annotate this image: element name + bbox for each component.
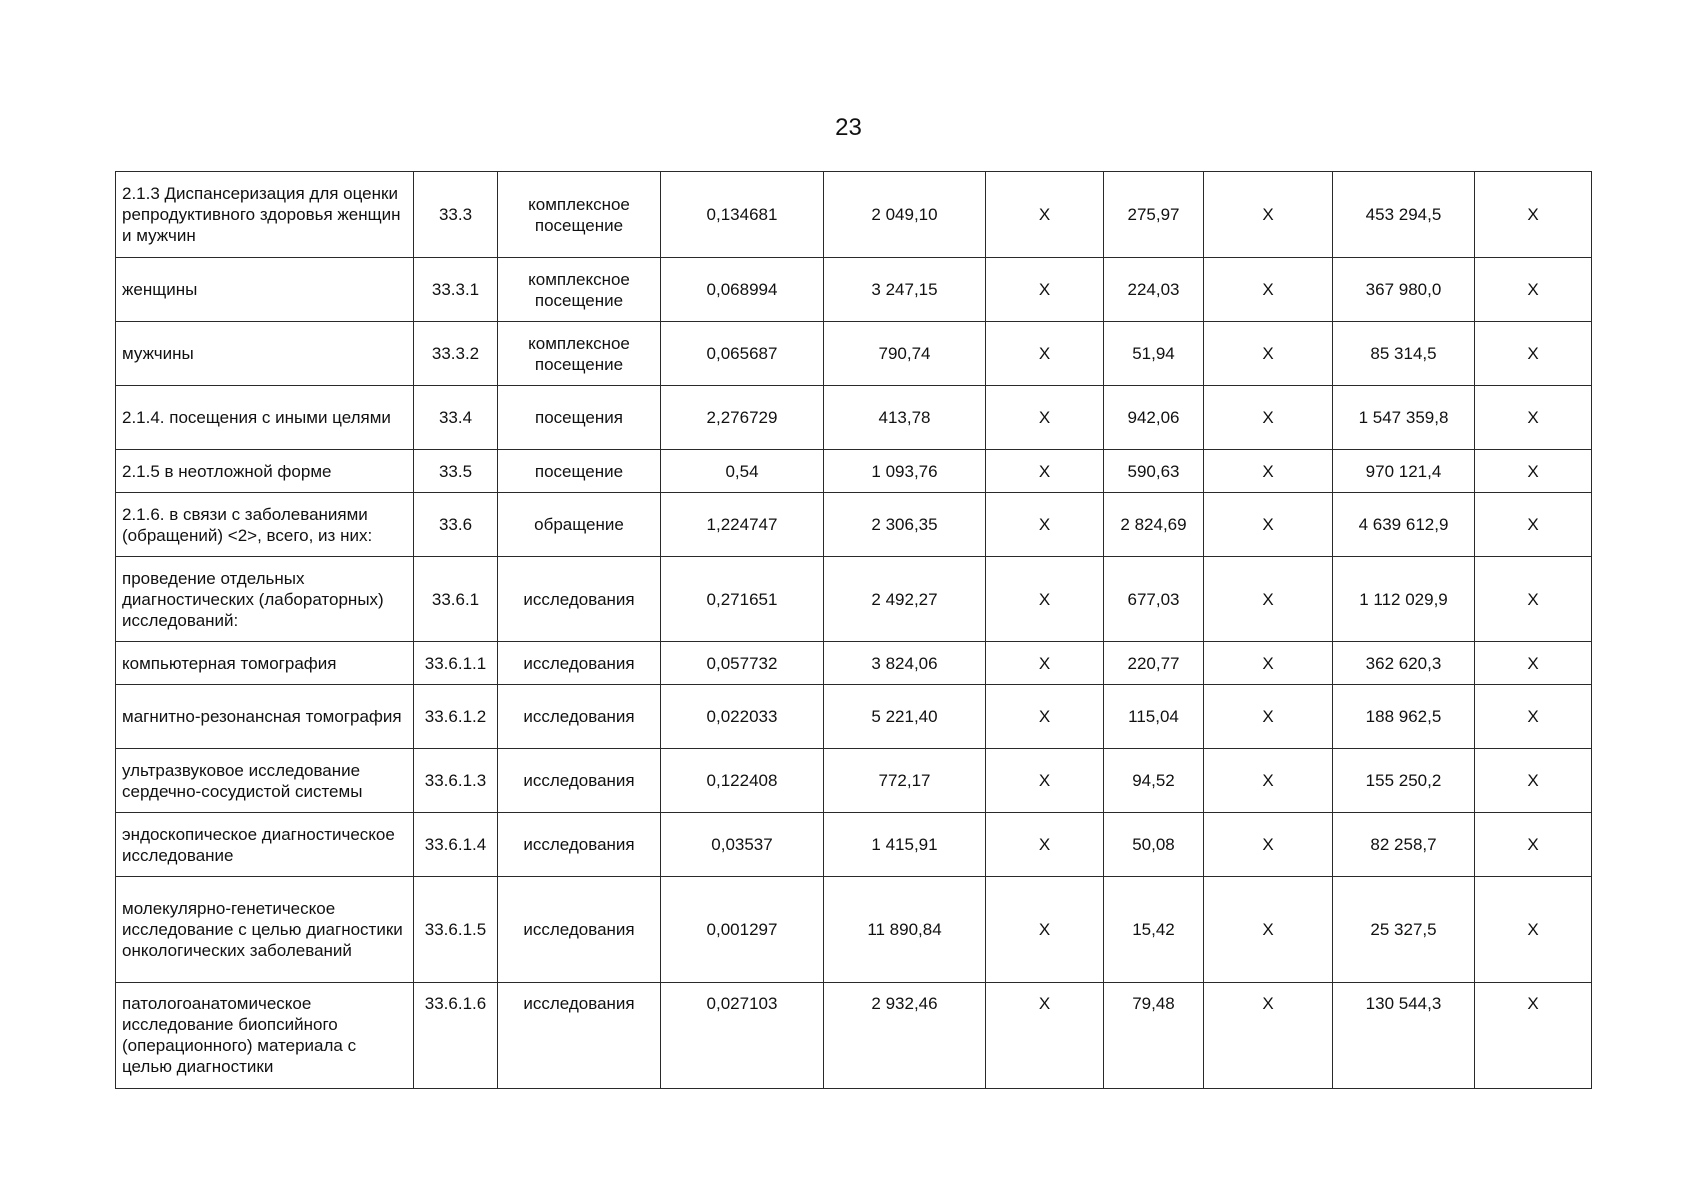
row-name: компьютерная томография bbox=[116, 642, 414, 685]
row-unit: комплексное посещение bbox=[498, 172, 661, 258]
row-value-col10: X bbox=[1475, 493, 1592, 557]
row-value-col10: X bbox=[1475, 258, 1592, 322]
row-value-col4: 0,54 bbox=[661, 450, 824, 493]
row-code: 33.3 bbox=[414, 172, 498, 258]
row-value-col5: 2 932,46 bbox=[824, 983, 986, 1089]
row-value-col5: 772,17 bbox=[824, 749, 986, 813]
row-value-col8: X bbox=[1204, 557, 1333, 642]
row-value-col7: 275,97 bbox=[1104, 172, 1204, 258]
row-value-col8: X bbox=[1204, 749, 1333, 813]
row-value-col5: 2 492,27 bbox=[824, 557, 986, 642]
row-code: 33.6.1.2 bbox=[414, 685, 498, 749]
row-code: 33.6.1.5 bbox=[414, 877, 498, 983]
row-value-col4: 0,065687 bbox=[661, 322, 824, 386]
row-value-col10: X bbox=[1475, 172, 1592, 258]
row-name: магнитно-резонансная томография bbox=[116, 685, 414, 749]
row-value-col7: 79,48 bbox=[1104, 983, 1204, 1089]
row-value-col8: X bbox=[1204, 642, 1333, 685]
row-unit: исследования bbox=[498, 877, 661, 983]
row-value-col5: 1 093,76 bbox=[824, 450, 986, 493]
row-value-col8: X bbox=[1204, 983, 1333, 1089]
row-value-col8: X bbox=[1204, 172, 1333, 258]
row-code: 33.6.1.1 bbox=[414, 642, 498, 685]
row-value-col9: 970 121,4 bbox=[1333, 450, 1475, 493]
row-unit: исследования bbox=[498, 642, 661, 685]
row-code: 33.6 bbox=[414, 493, 498, 557]
row-value-col6: X bbox=[986, 813, 1104, 877]
row-value-col4: 0,022033 bbox=[661, 685, 824, 749]
data-table bbox=[115, 171, 1592, 1089]
row-value-col10: X bbox=[1475, 749, 1592, 813]
table-row bbox=[116, 450, 1592, 493]
row-value-col9: 4 639 612,9 bbox=[1333, 493, 1475, 557]
row-value-col5: 1 415,91 bbox=[824, 813, 986, 877]
row-value-col9: 155 250,2 bbox=[1333, 749, 1475, 813]
row-value-col6: X bbox=[986, 450, 1104, 493]
row-value-col4: 0,271651 bbox=[661, 557, 824, 642]
row-name: молекулярно-генетическое исследование с целью диагностики онкологических заболеваний bbox=[116, 877, 414, 983]
row-value-col7: 2 824,69 bbox=[1104, 493, 1204, 557]
row-value-col4: 0,068994 bbox=[661, 258, 824, 322]
row-value-col5: 5 221,40 bbox=[824, 685, 986, 749]
row-value-col7: 590,63 bbox=[1104, 450, 1204, 493]
row-value-col5: 2 049,10 bbox=[824, 172, 986, 258]
row-code: 33.6.1.4 bbox=[414, 813, 498, 877]
row-unit: посещения bbox=[498, 386, 661, 450]
row-code: 33.5 bbox=[414, 450, 498, 493]
row-value-col6: X bbox=[986, 386, 1104, 450]
row-value-col9: 1 547 359,8 bbox=[1333, 386, 1475, 450]
row-code: 33.6.1.3 bbox=[414, 749, 498, 813]
row-value-col5: 3 824,06 bbox=[824, 642, 986, 685]
row-unit: посещение bbox=[498, 450, 661, 493]
row-value-col6: X bbox=[986, 983, 1104, 1089]
row-value-col10: X bbox=[1475, 322, 1592, 386]
row-value-col4: 0,057732 bbox=[661, 642, 824, 685]
row-value-col8: X bbox=[1204, 813, 1333, 877]
row-unit: исследования bbox=[498, 813, 661, 877]
row-value-col4: 0,134681 bbox=[661, 172, 824, 258]
row-value-col10: X bbox=[1475, 983, 1592, 1089]
row-value-col6: X bbox=[986, 172, 1104, 258]
page-number: 23 bbox=[835, 114, 862, 141]
row-value-col4: 0,027103 bbox=[661, 983, 824, 1089]
table-row bbox=[116, 813, 1592, 877]
row-value-col10: X bbox=[1475, 557, 1592, 642]
row-value-col6: X bbox=[986, 877, 1104, 983]
row-value-col6: X bbox=[986, 642, 1104, 685]
row-value-col10: X bbox=[1475, 450, 1592, 493]
row-value-col4: 1,224747 bbox=[661, 493, 824, 557]
row-value-col7: 115,04 bbox=[1104, 685, 1204, 749]
table-row bbox=[116, 642, 1592, 685]
row-value-col8: X bbox=[1204, 685, 1333, 749]
row-value-col7: 15,42 bbox=[1104, 877, 1204, 983]
row-unit: исследования bbox=[498, 983, 661, 1089]
row-value-col5: 3 247,15 bbox=[824, 258, 986, 322]
row-value-col7: 942,06 bbox=[1104, 386, 1204, 450]
row-code: 33.3.1 bbox=[414, 258, 498, 322]
row-value-col10: X bbox=[1475, 685, 1592, 749]
row-name: 2.1.4. посещения с иными целями bbox=[116, 386, 414, 450]
row-value-col5: 11 890,84 bbox=[824, 877, 986, 983]
row-unit: исследования bbox=[498, 685, 661, 749]
table-row bbox=[116, 172, 1592, 258]
table-row bbox=[116, 557, 1592, 642]
row-unit: обращение bbox=[498, 493, 661, 557]
row-name: 2.1.6. в связи с заболеваниями (обращений) <2>, всего, из них: bbox=[116, 493, 414, 557]
table-row bbox=[116, 386, 1592, 450]
row-code: 33.6.1.6 bbox=[414, 983, 498, 1089]
table-row bbox=[116, 258, 1592, 322]
row-name: патологоанатомическое исследование биопсийного (операционного) материала с целью диагностики bbox=[116, 983, 414, 1089]
row-value-col8: X bbox=[1204, 493, 1333, 557]
row-value-col10: X bbox=[1475, 642, 1592, 685]
row-name: 2.1.5 в неотложной форме bbox=[116, 450, 414, 493]
row-value-col6: X bbox=[986, 557, 1104, 642]
table-row bbox=[116, 685, 1592, 749]
row-value-col4: 0,122408 bbox=[661, 749, 824, 813]
row-value-col9: 130 544,3 bbox=[1333, 983, 1475, 1089]
row-value-col8: X bbox=[1204, 258, 1333, 322]
row-value-col8: X bbox=[1204, 386, 1333, 450]
row-value-col5: 2 306,35 bbox=[824, 493, 986, 557]
row-value-col4: 2,276729 bbox=[661, 386, 824, 450]
row-unit: комплексное посещение bbox=[498, 258, 661, 322]
row-value-col9: 82 258,7 bbox=[1333, 813, 1475, 877]
row-value-col7: 224,03 bbox=[1104, 258, 1204, 322]
row-value-col4: 0,001297 bbox=[661, 877, 824, 983]
row-value-col10: X bbox=[1475, 877, 1592, 983]
row-unit: исследования bbox=[498, 557, 661, 642]
table-row bbox=[116, 493, 1592, 557]
row-code: 33.4 bbox=[414, 386, 498, 450]
row-name: эндоскопическое диагностическое исследование bbox=[116, 813, 414, 877]
row-value-col7: 94,52 bbox=[1104, 749, 1204, 813]
row-value-col6: X bbox=[986, 493, 1104, 557]
row-value-col8: X bbox=[1204, 450, 1333, 493]
row-name: 2.1.3 Диспансеризация для оценки репродуктивного здоровья женщин и мужчин bbox=[116, 172, 414, 258]
row-value-col9: 25 327,5 bbox=[1333, 877, 1475, 983]
row-value-col7: 677,03 bbox=[1104, 557, 1204, 642]
row-value-col10: X bbox=[1475, 386, 1592, 450]
row-value-col9: 1 112 029,9 bbox=[1333, 557, 1475, 642]
row-value-col9: 85 314,5 bbox=[1333, 322, 1475, 386]
table-row bbox=[116, 877, 1592, 983]
table-row bbox=[116, 322, 1592, 386]
row-value-col7: 50,08 bbox=[1104, 813, 1204, 877]
row-value-col5: 790,74 bbox=[824, 322, 986, 386]
row-name: проведение отдельных диагностических (лабораторных) исследований: bbox=[116, 557, 414, 642]
row-value-col6: X bbox=[986, 258, 1104, 322]
row-name: ультразвуковое исследование сердечно-сосудистой системы bbox=[116, 749, 414, 813]
row-value-col9: 362 620,3 bbox=[1333, 642, 1475, 685]
row-value-col10: X bbox=[1475, 813, 1592, 877]
row-code: 33.3.2 bbox=[414, 322, 498, 386]
row-value-col7: 220,77 bbox=[1104, 642, 1204, 685]
row-name: женщины bbox=[116, 258, 414, 322]
row-value-col6: X bbox=[986, 322, 1104, 386]
row-value-col6: X bbox=[986, 685, 1104, 749]
table-row bbox=[116, 983, 1592, 1089]
row-value-col4: 0,03537 bbox=[661, 813, 824, 877]
row-unit: комплексное посещение bbox=[498, 322, 661, 386]
row-value-col9: 367 980,0 bbox=[1333, 258, 1475, 322]
row-value-col7: 51,94 bbox=[1104, 322, 1204, 386]
row-code: 33.6.1 bbox=[414, 557, 498, 642]
row-value-col8: X bbox=[1204, 877, 1333, 983]
row-value-col9: 188 962,5 bbox=[1333, 685, 1475, 749]
row-value-col5: 413,78 bbox=[824, 386, 986, 450]
row-value-col6: X bbox=[986, 749, 1104, 813]
table-row bbox=[116, 749, 1592, 813]
row-value-col9: 453 294,5 bbox=[1333, 172, 1475, 258]
row-value-col8: X bbox=[1204, 322, 1333, 386]
row-unit: исследования bbox=[498, 749, 661, 813]
row-name: мужчины bbox=[116, 322, 414, 386]
